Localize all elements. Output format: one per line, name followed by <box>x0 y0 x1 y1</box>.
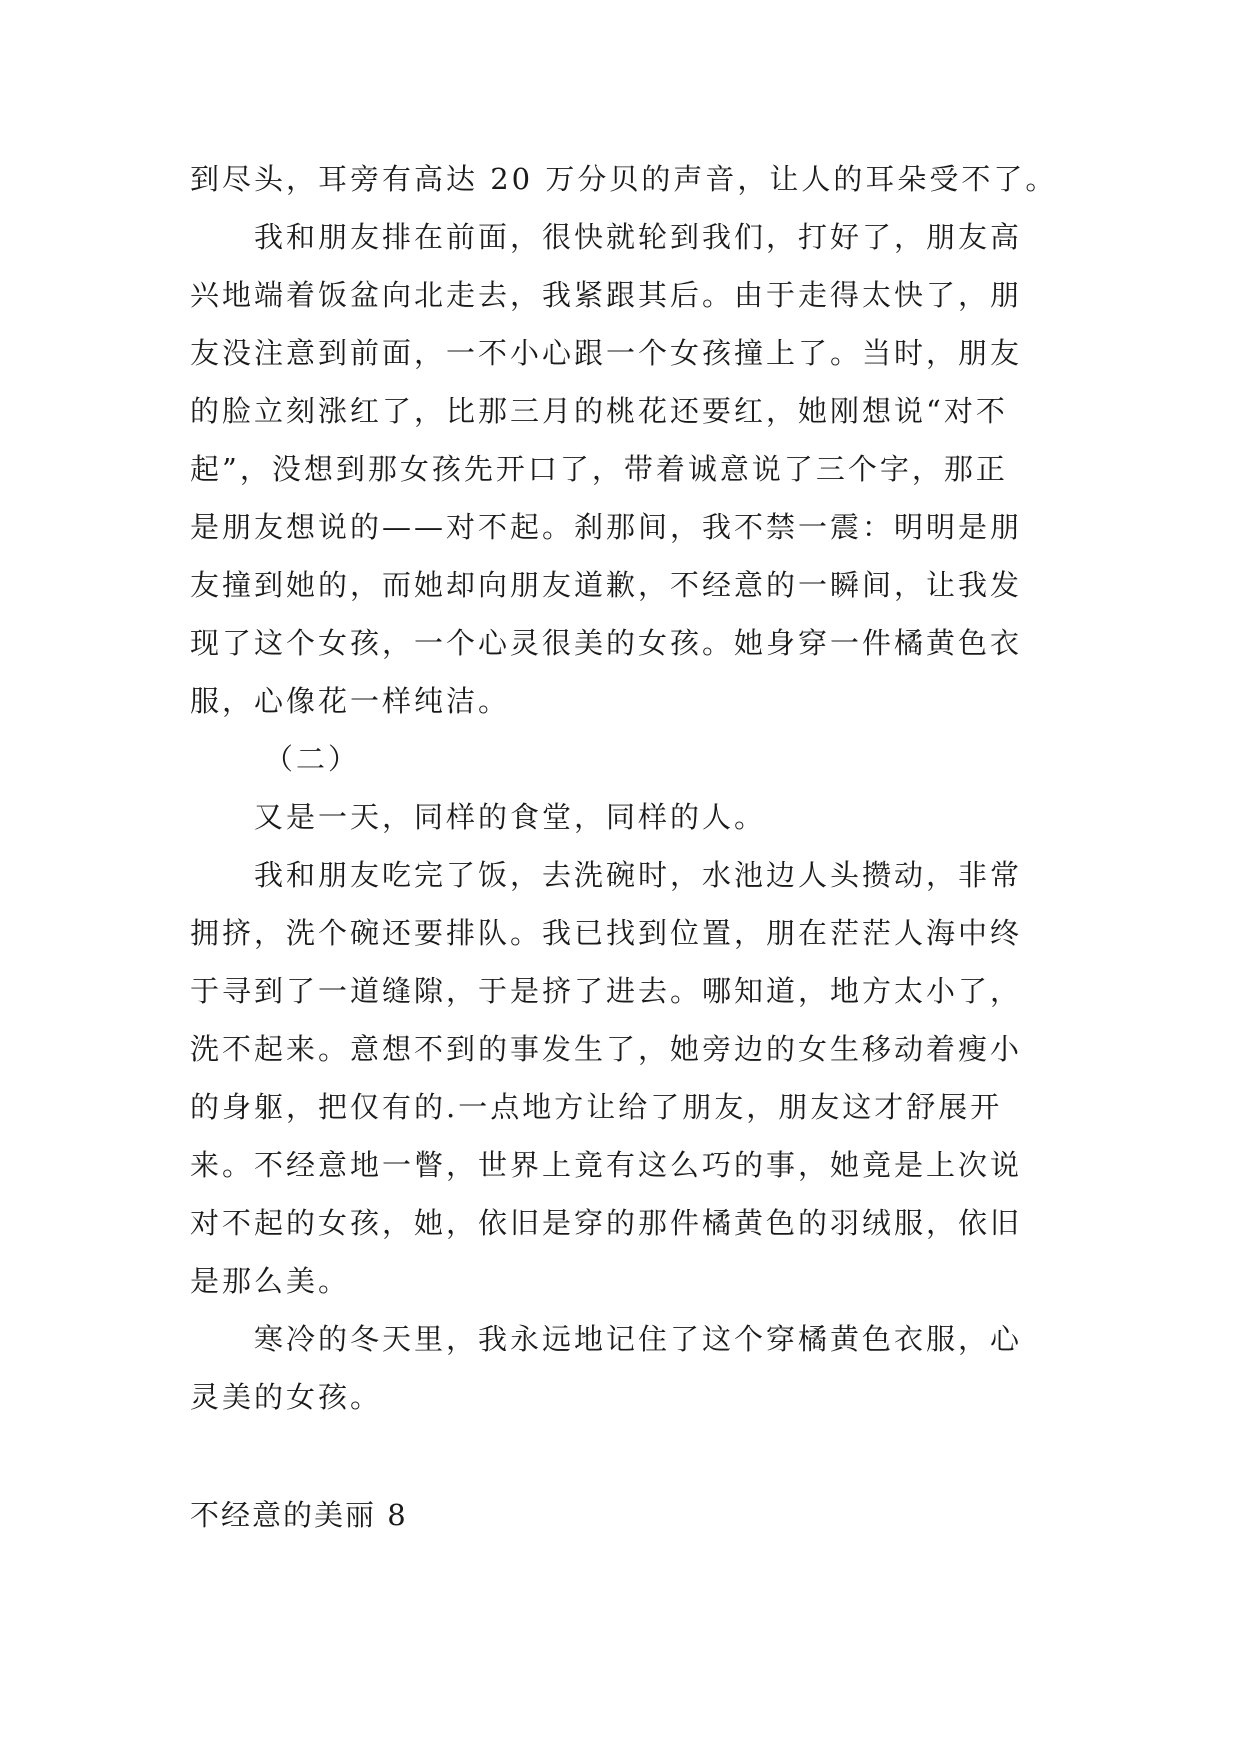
paragraph-line: 洗不起来。意想不到的事发生了，她旁边的女生移动着瘦小 <box>190 1032 1023 1066</box>
paragraph-line: 对不起的女孩，她，依旧是穿的那件橘黄色的羽绒服，依旧 <box>190 1206 1023 1240</box>
paragraph-line: 起”，没想到那女孩先开口了，带着诚意说了三个字，那正 <box>190 452 1008 486</box>
paragraph-line: 的脸立刻涨红了，比那三月的桃花还要红，她刚想说“对不 <box>190 394 1008 428</box>
paragraph-line: 拥挤，洗个碗还要排队。我已找到位置，朋在茫茫人海中终 <box>190 916 1023 950</box>
paragraph-line: 我和朋友吃完了饭，去洗碗时，水池边人头攒动，非常 <box>254 858 1023 892</box>
paragraph-line: 是朋友想说的——对不起。刹那间，我不禁一震：明明是朋 <box>190 510 1023 544</box>
paragraph-line: 我和朋友排在前面，很快就轮到我们，打好了，朋友高 <box>254 220 1023 254</box>
section-marker: （二） <box>264 742 361 776</box>
paragraph-line: 兴地端着饭盆向北走去，我紧跟其后。由于走得太快了，朋 <box>190 278 1023 312</box>
paragraph-line: 的身躯，把仅有的.一点地方让给了朋友，朋友这才舒展开 <box>190 1090 1003 1124</box>
paragraph-line: 现了这个女孩，一个心灵很美的女孩。她身穿一件橘黄色衣 <box>190 626 1023 660</box>
paragraph-line: 又是一天，同样的食堂，同样的人。 <box>254 800 767 834</box>
paragraph-line: 灵美的女孩。 <box>190 1380 383 1414</box>
next-essay-title: 不经意的美丽 8 <box>190 1498 408 1532</box>
essay-body <box>190 150 1070 1426</box>
paragraph-line: 于寻到了一道缝隙，于是挤了进去。哪知道，地方太小了， <box>190 974 1023 1008</box>
paragraph-line: 寒冷的冬天里，我永远地记住了这个穿橘黄色衣服，心 <box>254 1322 1023 1356</box>
paragraph-line: 服，心像花一样纯洁。 <box>190 684 511 718</box>
paragraph-line: 是那么美。 <box>190 1264 351 1298</box>
paragraph-line: 友没注意到前面，一不小心跟一个女孩撞上了。当时，朋友 <box>190 336 1023 370</box>
paragraph-line: 友撞到她的，而她却向朋友道歉，不经意的一瞬间，让我发 <box>190 568 1023 602</box>
paragraph-line: 来。不经意地一瞥，世界上竟有这么巧的事，她竟是上次说 <box>190 1148 1023 1182</box>
paragraph-line: 到尽头，耳旁有高达 20 万分贝的声音，让人的耳朵受不了。 <box>190 162 1058 196</box>
